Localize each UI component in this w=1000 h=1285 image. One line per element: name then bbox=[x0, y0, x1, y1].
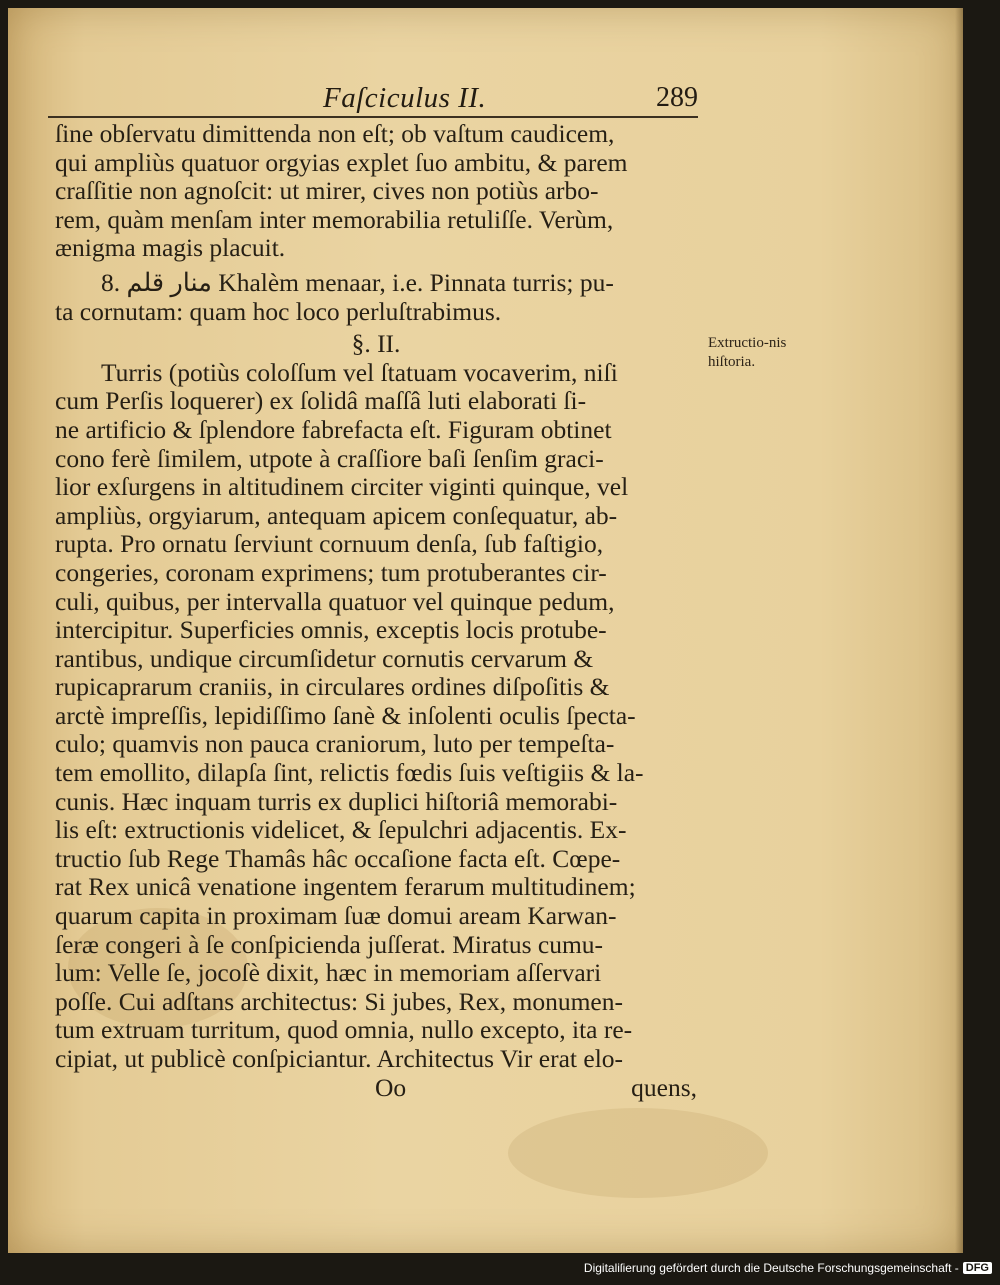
text-line: rat Rex unicâ venatione ingentem ferarum multitudinem; bbox=[55, 872, 636, 902]
text-line: quarum capita in proximam ſuæ domui aream Karwan- bbox=[55, 901, 617, 931]
text-line: qui ampliùs quatuor orgyias explet ſuo ambitu, & parem bbox=[55, 147, 628, 177]
text-line: ænigma magis placuit. bbox=[55, 233, 286, 263]
page-footer bbox=[55, 1074, 697, 1103]
text-line: culo; quamvis non pauca craniorum, luto per tempeſta- bbox=[55, 729, 615, 759]
page-header bbox=[48, 80, 698, 118]
book-page bbox=[8, 8, 963, 1253]
text-line: tem emollito, dilapſa ſint, relictis fœdis ſuis veſtigiis & la- bbox=[55, 758, 644, 788]
text-line: congeries, coronam exprimens; tum protuberantes cir- bbox=[55, 557, 607, 587]
text-line: cipiat, ut publicè conſpiciantur. Architectus Vir erat elo- bbox=[55, 1044, 624, 1073]
text-line: ta cornutam: quam hoc loco perluſtrabimus. bbox=[55, 296, 502, 326]
text-line: tructio ſub Rege Thamâs hâc occaſione facta eſt. Cœpe- bbox=[55, 843, 621, 873]
text-line: lis eſt: extructionis videlicet, & ſepulchri adjacentis. Ex- bbox=[55, 815, 627, 845]
text-line: cunis. Hæc inquam turris ex duplici hiſtoriâ memorabi- bbox=[55, 786, 618, 816]
text-line: ſeræ congeri à ſe conſpicienda juſſerat. Miratus cumu- bbox=[55, 929, 604, 959]
text-line: rupta. Pro ornatu ſerviunt cornuum denſa, ſub faſtigio, bbox=[55, 529, 604, 559]
section-heading: §. II. bbox=[351, 329, 401, 359]
text-line: rupicaprarum craniis, in circulares ordines diſpoſitis & bbox=[55, 672, 610, 702]
digitization-credit bbox=[584, 1261, 992, 1275]
text-line: intercipitur. Superficies omnis, exceptis locis protube- bbox=[55, 615, 607, 645]
text-line: lior exſurgens in altitudinem circiter viginti quinque, vel bbox=[55, 472, 629, 502]
text-line: ne artificio & ſplendore fabrefacta eſt. Figuram obtinet bbox=[55, 414, 612, 444]
paper-stain bbox=[508, 1108, 768, 1198]
text-line: cum Perſis loquerer) ex ſolidâ maſſâ luti elaborati ſi- bbox=[55, 386, 587, 416]
text-line: ampliùs, orgyiarum, antequam apicem conſequatur, ab- bbox=[55, 500, 618, 530]
text-line: culi, quibus, per intervalla quatuor vel quinque pedum, bbox=[55, 586, 615, 616]
text-line: poſſe. Cui adſtans architectus: Si jubes, Rex, monumen- bbox=[55, 986, 623, 1016]
text-line: craſſitie non agnoſcit: ut mirer, cives non potiùs arbo- bbox=[55, 176, 599, 206]
text-line: cono ferè ſimilem, utpote à craſſiore baſi ſenſim graci- bbox=[55, 443, 604, 473]
text-line: 8. منار قلم Khalèm menaar, i.e. Pinnata turris; pu- bbox=[101, 267, 614, 297]
page-number: 289 bbox=[656, 82, 698, 113]
text-line: arctè impreſſis, lepidiſſimo ſanè & inſolenti oculis ſpecta- bbox=[55, 700, 636, 730]
text-line: rantibus, undique circumſidetur cornutis cervarum & bbox=[55, 643, 594, 673]
margin-note: Extructio-nis hiſtoria. bbox=[708, 335, 787, 370]
text-line: ſine obſervatu dimittenda non eſt; ob vaſtum caudicem, bbox=[55, 119, 615, 148]
text-line: rem, quàm menſam inter memorabilia retuliſſe. Verùm, bbox=[55, 204, 614, 234]
text-line: lum: Velle ſe, jocoſè dixit, hæc in memoriam aſſervari bbox=[55, 958, 602, 988]
credit-text: Digitaliſierung gefördert durch die Deutsche Forschungsgemeinschaft - bbox=[583, 1261, 959, 1275]
text-line: Turris (potiùs coloſſum vel ſtatuam vocaverim, niſi bbox=[101, 357, 618, 387]
body-text bbox=[55, 120, 697, 1102]
dfg-logo: DFG bbox=[963, 1262, 992, 1274]
signature-mark: Oo bbox=[375, 1072, 407, 1102]
text-line: tum extruam turritum, quod omnia, nullo excepto, ita re- bbox=[55, 1015, 633, 1045]
running-title: Faſciculus II. bbox=[323, 82, 487, 114]
catchword: quens, bbox=[631, 1072, 697, 1102]
